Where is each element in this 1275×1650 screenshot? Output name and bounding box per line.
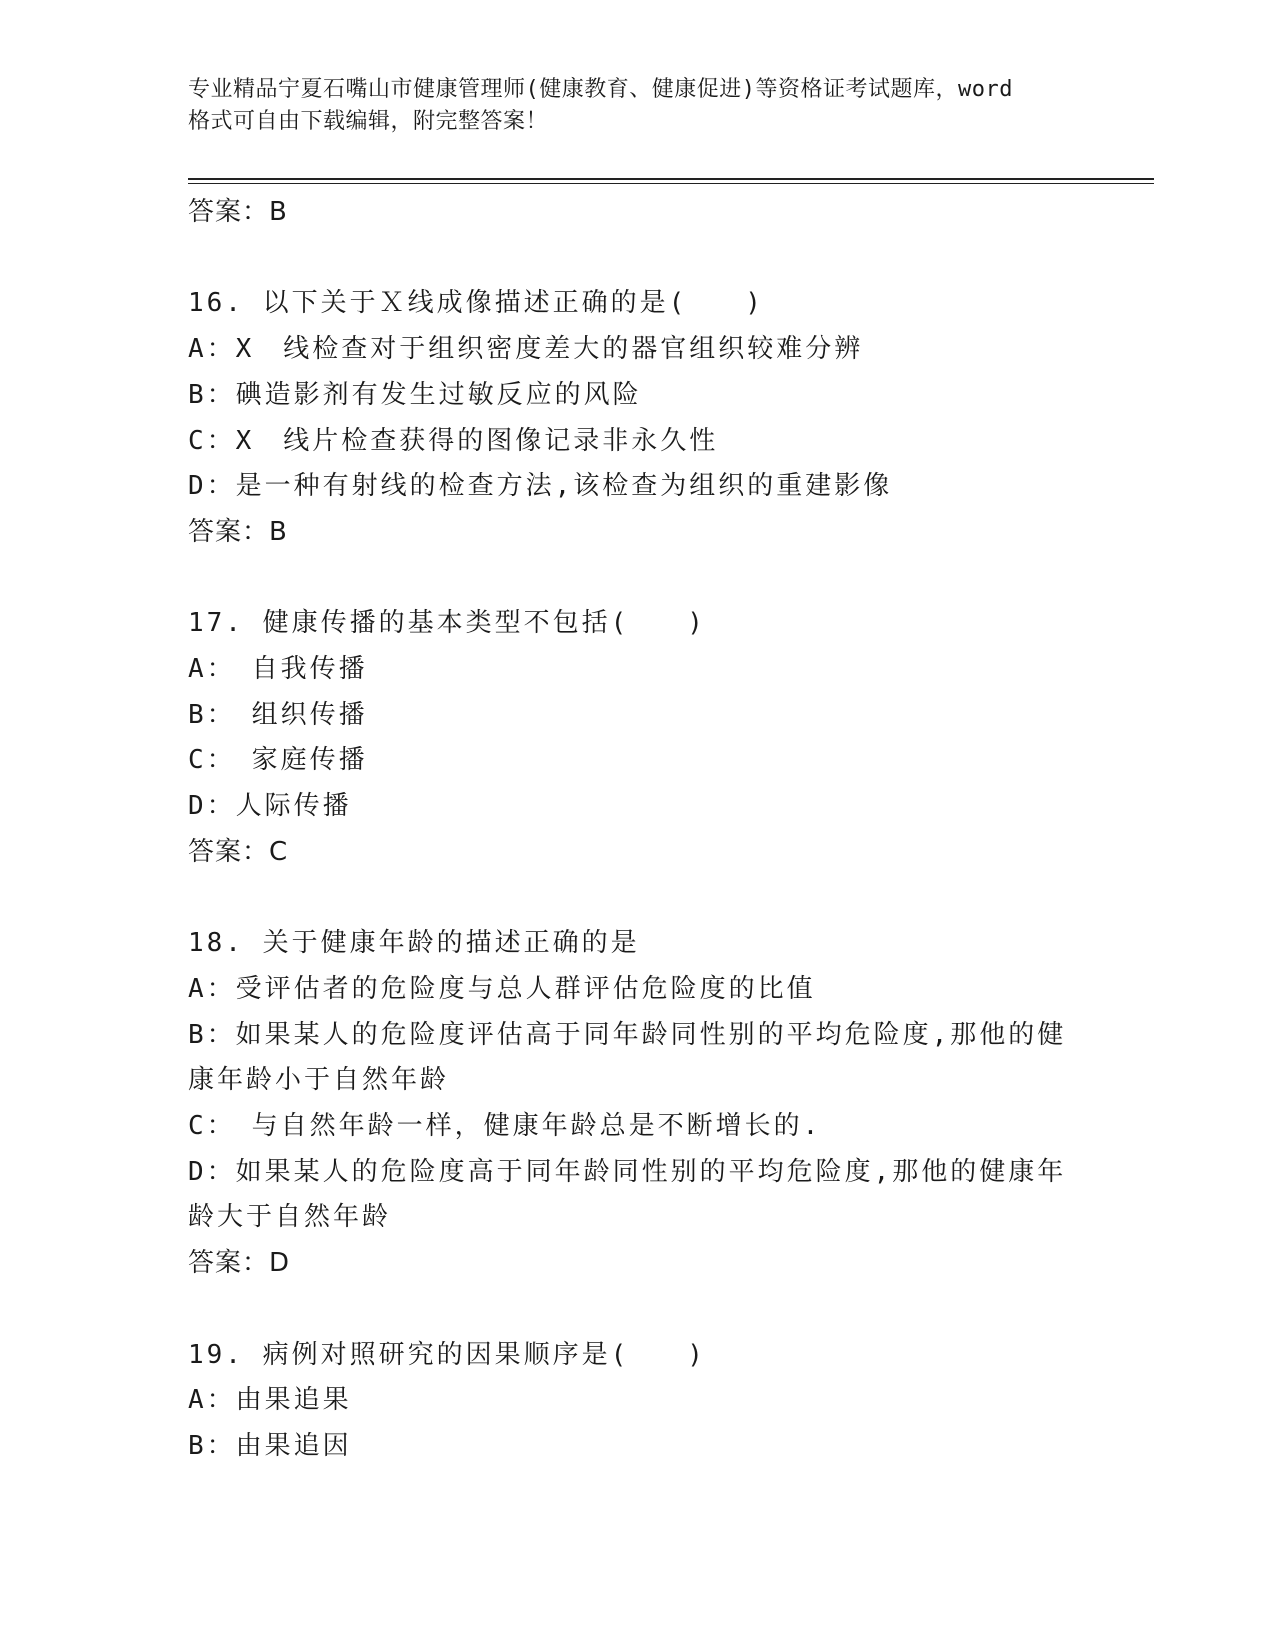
answer-previous: 答案：B bbox=[188, 197, 288, 227]
question-18 bbox=[188, 921, 1088, 1287]
question-19 bbox=[188, 1333, 1088, 1470]
question-stem: 19. 病例对照研究的因果顺序是( ) bbox=[188, 1339, 706, 1370]
option-c: C：X 线片检查获得的图像记录非永久性 bbox=[188, 425, 719, 456]
option-a: A：X 线检查对于组织密度差大的器官组织较难分辨 bbox=[188, 334, 864, 365]
option-d: D：人际传播 bbox=[188, 791, 352, 822]
header-divider-thick bbox=[188, 178, 1154, 180]
answer: 答案：C bbox=[188, 836, 289, 867]
header-divider-thin bbox=[188, 183, 1154, 184]
option-c: C： 家庭传播 bbox=[188, 745, 368, 776]
question-list bbox=[188, 190, 1088, 1470]
option-a: A： 自我传播 bbox=[188, 654, 368, 684]
option-b: B：如果某人的危险度评估高于同年龄同性别的平均危险度,那他的健 bbox=[188, 1019, 1067, 1050]
option-d: D：是一种有射线的检查方法,该检查为组织的重建影像 bbox=[188, 471, 893, 502]
question-17 bbox=[188, 601, 1088, 875]
option-c: C： 与自然年龄一样，健康年龄总是不断增长的. bbox=[188, 1111, 822, 1142]
question-stem: 17. 健康传播的基本类型不包括( ) bbox=[188, 608, 706, 639]
option-d-continued: 龄大于自然年龄 bbox=[188, 1202, 392, 1233]
header-line-2: 格式可自由下载编辑，附完整答案！ bbox=[188, 109, 549, 134]
option-d: D：如果某人的危险度高于同年龄同性别的平均危险度,那他的健康年 bbox=[188, 1156, 1067, 1187]
option-b: B：由果追因 bbox=[188, 1430, 352, 1461]
option-a: A：由果追果 bbox=[188, 1385, 352, 1416]
option-b: B：碘造影剂有发生过敏反应的风险 bbox=[188, 379, 642, 410]
question-stem: 18. 关于健康年龄的描述正确的是 bbox=[188, 928, 640, 959]
option-a: A：受评估者的危险度与总人群评估危险度的比值 bbox=[188, 973, 816, 1004]
answer: 答案：B bbox=[188, 516, 288, 547]
option-b: B： 组织传播 bbox=[188, 699, 368, 730]
question-16 bbox=[188, 281, 1088, 555]
page-header bbox=[188, 74, 1088, 138]
question-stem: 16. 以下关于Ｘ线成像描述正确的是( ) bbox=[188, 288, 764, 319]
answer: 答案：D bbox=[188, 1248, 291, 1279]
option-b-continued: 康年龄小于自然年龄 bbox=[188, 1065, 450, 1096]
header-line-1: 专业精品宁夏石嘴山市健康管理师(健康教育、健康促进)等资格证考试题库，word bbox=[188, 77, 1013, 102]
